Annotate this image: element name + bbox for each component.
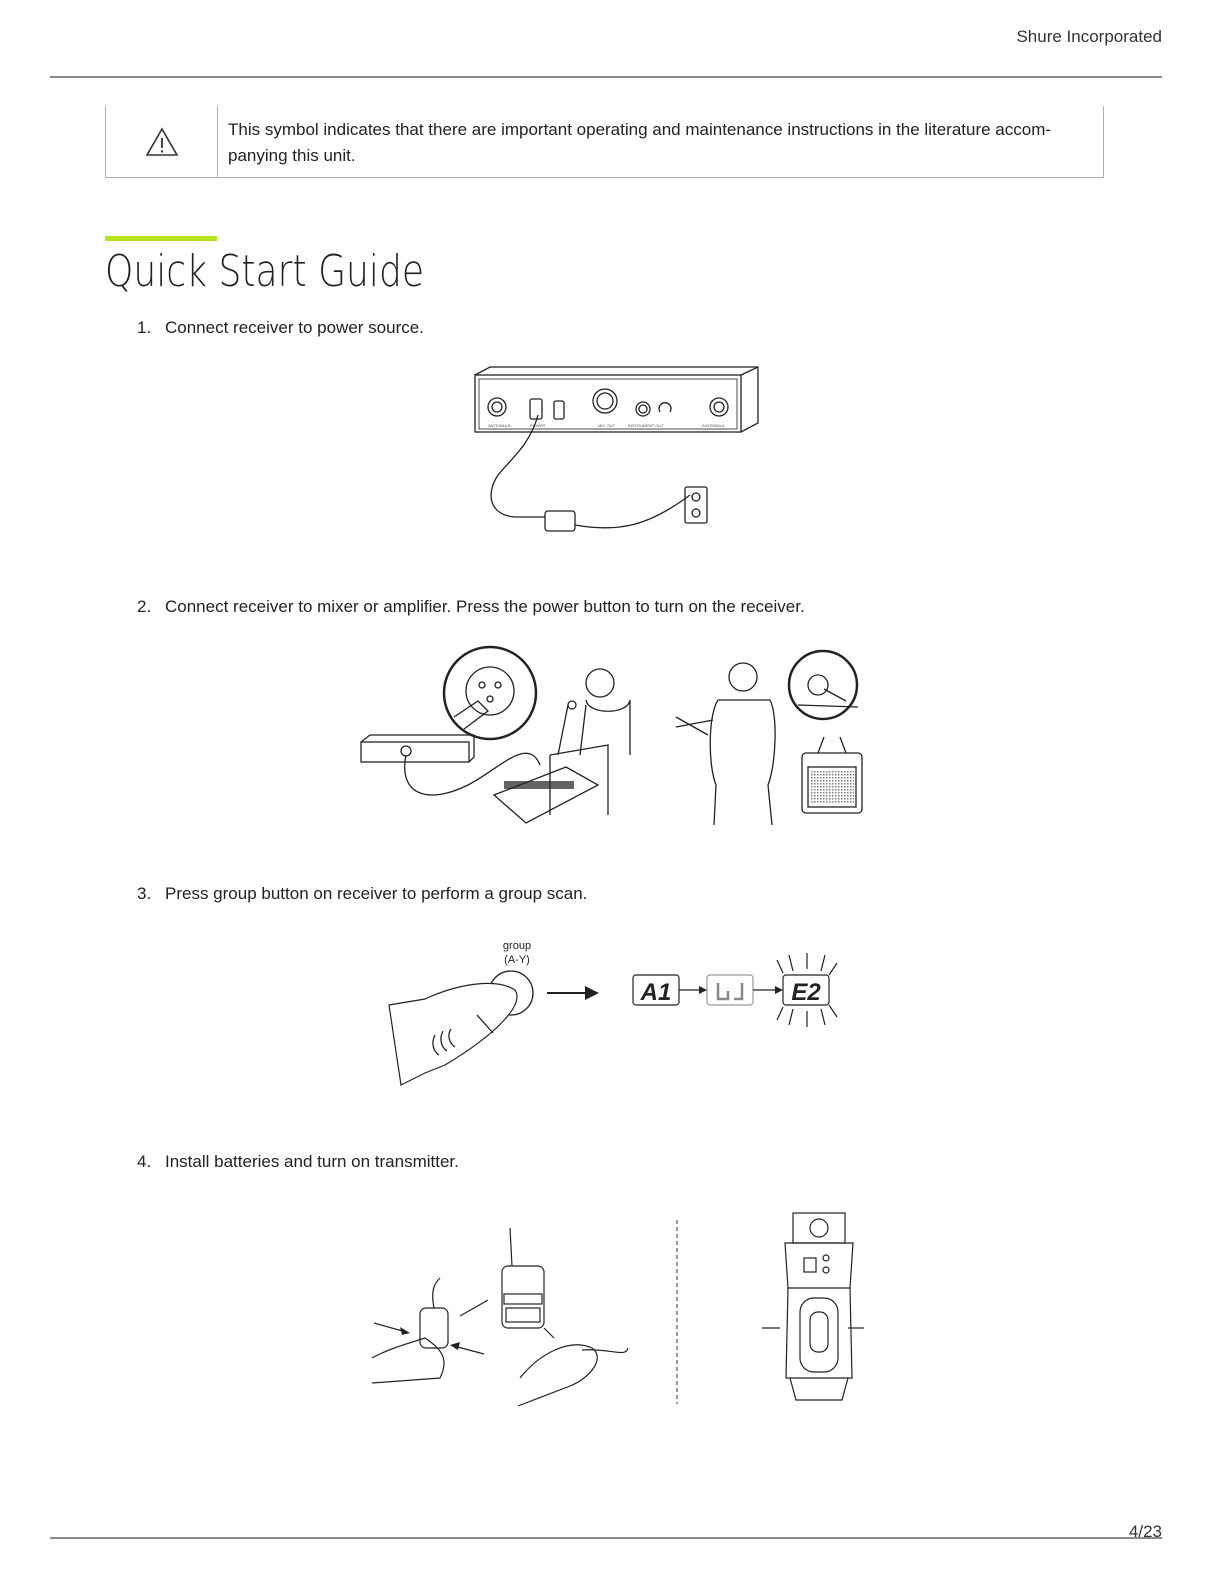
- section-accent-bar: [105, 236, 217, 241]
- step-text: Connect receiver to power source.: [165, 318, 424, 337]
- step-text: Connect receiver to mixer or amplifier. Press the power button to turn on the receiver.: [165, 597, 805, 616]
- header-rule: [50, 76, 1162, 78]
- svg-text:POWER: POWER: [530, 423, 546, 428]
- svg-text:INSTRUMENT OUT: INSTRUMENT OUT: [628, 423, 664, 428]
- group-button-range: (A-Y): [504, 954, 530, 966]
- transmitter-battery-illustration: [370, 1208, 870, 1408]
- notice-text-line-2: panying this unit.: [228, 146, 356, 165]
- step-text: Install batteries and turn on transmitter.: [165, 1152, 459, 1171]
- notice-text-line-1: This symbol indicates that there are important operating and maintenance instructions in the literature accom-: [228, 120, 1052, 139]
- step-3: [137, 884, 587, 904]
- step-1: [137, 318, 424, 338]
- header-company: Shure Incorporated: [1016, 27, 1162, 46]
- group-button-label: group: [502, 940, 532, 952]
- group-scan-illustration: [385, 935, 845, 1090]
- step-2: [137, 597, 805, 617]
- step-number: 3.: [137, 884, 152, 903]
- display-a1: A1: [640, 979, 672, 1006]
- notice-table: [105, 106, 1104, 178]
- warning-triangle-icon: [145, 127, 179, 157]
- display-e2: E2: [791, 979, 821, 1006]
- svg-text:ANTENNA A: ANTENNA A: [702, 423, 725, 428]
- step-text: Press group button on receiver to perform a group scan.: [165, 884, 588, 903]
- step-4: [137, 1152, 459, 1172]
- svg-text:MIC OUT: MIC OUT: [598, 423, 615, 428]
- step-number: 2.: [137, 597, 152, 616]
- mixer-amplifier-illustration: [358, 645, 868, 827]
- step-number: 4.: [137, 1152, 152, 1171]
- page-number: 4/23: [1128, 1522, 1162, 1541]
- step-number: 1.: [137, 318, 152, 337]
- notice-text: [218, 106, 1103, 177]
- page-title: Quick Start Guide: [105, 246, 425, 297]
- footer-rule: [50, 1537, 1162, 1539]
- notice-icon-cell: [106, 106, 218, 177]
- receiver-power-illustration: [470, 365, 762, 545]
- svg-text:ANTENNA B: ANTENNA B: [488, 423, 511, 428]
